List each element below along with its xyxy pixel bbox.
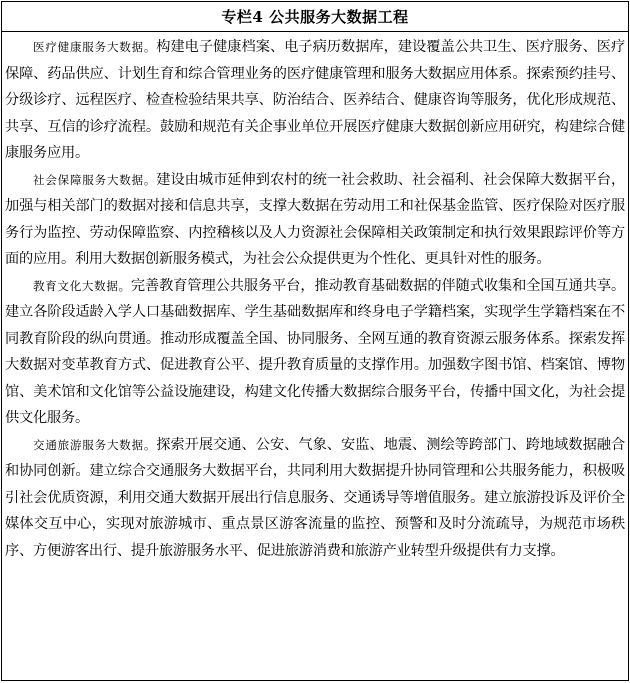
column-content: [2, 32, 628, 564]
column-header: [2, 2, 628, 32]
body-social-security: 建设由城市延伸到农村的统一社会救助、社会福利、社会保障大数据平台，加强与相关部门的数据对接和信息共享，支撑大数据在劳动用工和社保基金监管、医疗保险对医疗服务行为监控、劳动保障监察、内控稽核以及人力资源社会保障相关政策制定和执行效果跟踪评价等方面的应用。利用大数据创新服务模式，为社会公众提供更为个性化、更具针对性的服务。: [5, 171, 626, 267]
body-healthcare: 构建电子健康档案、电子病历数据库，建设覆盖公共卫生、医疗服务、医疗保障、药品供应、计划生育和综合管理业务的医疗健康管理和服务大数据应用体系。探索预约挂号、分级诊疗、远程医疗、检查检验结果共享、防治结合、医养结合、健康咨询等服务，优化形成规范、共享、互信的诊疗流程。鼓励和规范有关企事业单位开展医疗健康大数据创新应用研究，构建综合健康服务应用。: [5, 39, 626, 161]
column-title: 专栏4 公共服务大数据工程: [221, 8, 409, 26]
paragraph-healthcare: [5, 34, 625, 167]
lead-education-culture: 教育文化大数据。: [33, 278, 131, 293]
body-transport-tourism: 探索开展交通、公安、气象、安监、地震、测绘等跨部门、跨地域数据融合和协同创新。建立综合交通服务大数据平台，共同利用大数据提升协同管理和公共服务能力，积极吸引社会优质资源，利用交通大数据开展出行信息服务、交通诱导等增值服务。建立旅游投诉及评价全媒体交互中心，实现对旅游城市、重点景区游客流量的监控、预警和及时分流疏导，为规范市场秩序、方便游客出行、提升旅游服务水平、促进旅游消费和旅游产业转型升级提供有力支撑。: [5, 436, 626, 559]
lead-healthcare: 医疗健康服务大数据。: [33, 40, 157, 54]
paragraph-transport-tourism: [5, 432, 625, 565]
lead-transport-tourism: 交通旅游服务大数据。: [33, 437, 157, 452]
lead-social-security: 社会保障服务大数据。: [33, 172, 157, 187]
body-education-culture: 完善教育管理公共服务平台，推动教育基础数据的伴随式收集和全国互通共享。建立各阶段适龄入学人口基础数据库、学生基础数据库和终身电子学籍档案，实现学生学籍档案在不同教育阶段的纵向贯通。推动形成覆盖全国、协同服务、全网互通的教育资源云服务体系。探索发挥大数据对变革教育方式、促进教育公平、提升教育质量的支撑作用。加强数字图书馆、档案馆、博物馆、美术馆和文化馆等公益设施建设，构建文化传播大数据综合服务平台，传播中国文化，为社会提供文化服务。: [5, 277, 625, 426]
paragraph-social-security: [5, 167, 625, 273]
paragraph-education-culture: [5, 273, 625, 432]
column-box: [1, 1, 629, 681]
